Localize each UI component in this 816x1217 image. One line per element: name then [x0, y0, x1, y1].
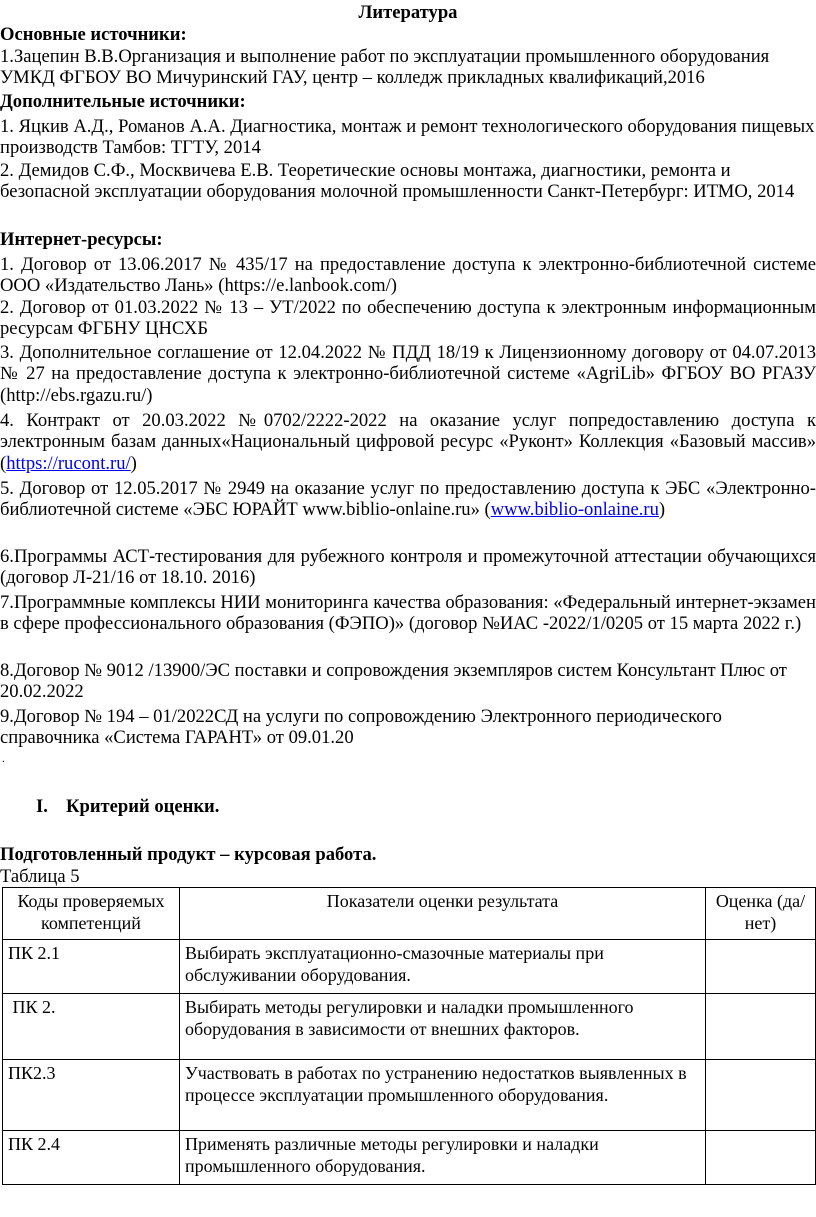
internet-resources-heading: Интернет-ресурсы: [0, 229, 163, 250]
rucont-link[interactable]: https://rucont.ru/ [6, 452, 131, 474]
internet-resource-3: 3. Дополнительное соглашение от 12.04.2022 № ПДД 18/19 к Лицензионному договору от 04.07.2013 № 27 на предоставление доступа к электронно-библиотечной системе «AgriLib» ФГБОУ ВО РГАЗУ (http://ebs.rgazu.ru/) [0, 342, 816, 406]
table-row [3, 940, 816, 994]
internet-resource-4 [0, 410, 816, 474]
grade-cell[interactable] [706, 994, 816, 1060]
header-grade: Оценка (да/нет) [706, 888, 816, 940]
assessment-indicator: Применять различные методы регулировки и наладки промышленного оборудования. [180, 1131, 706, 1185]
additional-source-2: 2. Демидов С.Ф., Москвичева Е.В. Теоретические основы монтажа, диагностики, ремонта и безопасной эксплуатации оборудования молочной промышленности Санкт-Петербург: ИТМО, 2014 [0, 160, 795, 203]
assessment-indicator: Выбирать методы регулировки и наладки промышленного оборудования в зависимости от внешних факторов. [180, 994, 706, 1060]
header-indicators: Показатели оценки результата [180, 888, 706, 940]
assessment-indicator: Выбирать эксплуатационно-смазочные материалы при обслуживании оборудования. [180, 940, 706, 994]
internet-resource-2: 2. Договор от 01.03.2022 № 13 – УТ/2022 по обеспечению доступа к электронным информационным ресурсам ФГБНУ ЦНСХБ [0, 297, 816, 340]
additional-source-1: 1. Яцкив А.Д., Романов А.А. Диагностика, монтаж и ремонт технологического оборудования пищевых производств Тамбов: ТГТУ, 2014 [0, 116, 815, 159]
internet-resource-5-end: ) [658, 499, 666, 521]
internet-resource-5 [0, 478, 816, 521]
main-source-1: 1.Зацепин В.В.Организация и выполнение работ по эксплуатации промышленного оборудования УМКД ФГБОУ ВО Мичуринский ГАУ, центр – колледж прикладных квалификаций,2016 [0, 46, 770, 89]
internet-resource-4-end: ) [130, 452, 137, 474]
competence-code: ПК 2.1 [3, 940, 180, 994]
table-caption: Таблица 5 [0, 866, 80, 887]
table-row [3, 1060, 816, 1131]
assessment-indicator: Участвовать в работах по устранению недостатков выявленных в процессе эксплуатации промышленного оборудования. [180, 1060, 706, 1131]
table-row [3, 1131, 816, 1185]
competence-code: ПК2.3 [3, 1060, 180, 1131]
competence-code: ПК 2.4 [3, 1131, 180, 1185]
table-row [3, 994, 816, 1060]
grade-cell[interactable] [706, 1131, 816, 1185]
internet-resource-5-text: 5. Договор от 12.05.2017 № 2949 на оказание услуг по предоставлению доступа к ЭБС «Электронно-библиотечной системе «ЭБС ЮРАЙТ www.biblio-onlaine.ru» ( [0, 478, 816, 521]
page-title: Литература [358, 2, 458, 23]
internet-resource-9: 9.Договор № 194 – 01/2022СД на услуги по сопровождению Электронного периодического справочника «Система ГАРАНТ» от 09.01.20 [0, 706, 722, 749]
internet-resource-8: 8.Договор № 9012 /13900/ЭС поставки и сопровождения экземпляров систем Консультант Плюс от 20.02.2022 [0, 660, 787, 703]
table-header-row [3, 888, 816, 940]
biblio-online-link[interactable]: www.biblio-onlaine.ru [490, 499, 659, 521]
internet-resource-7: 7.Программные комплексы НИИ мониторинга качества образования: «Федеральный интернет-экзамен в сфере профессионального образования (ФЭПО)» (договор №ИАС -2022/1/0205 от 15 марта 2022 г.) [0, 592, 816, 635]
assessment-table [2, 887, 816, 1185]
criteria-label: Критерий оценки. [66, 796, 220, 817]
header-codes: Коды проверяемых компетенций [3, 888, 180, 940]
grade-cell[interactable] [706, 940, 816, 994]
product-heading: Подготовленный продукт – курсовая работа. [0, 844, 377, 865]
additional-sources-heading: Дополнительные источники: [0, 91, 246, 112]
grade-cell[interactable] [706, 1060, 816, 1131]
internet-resource-4-text: 4. Контракт от 20.03.2022 №0702/2222-2022 на оказание услуг попредоставлению доступа к электронным базам данных«Национальный цифровой ресурс «Руконт» Коллекция «Базовый массив» ( [0, 410, 816, 474]
competence-code: ПК 2. [3, 994, 180, 1060]
internet-resource-6: 6.Программы АСТ-тестирования для рубежного контроля и промежуточной аттестации обучающихся (договор Л-21/16 от 18.10. 2016) [0, 546, 816, 589]
criteria-number: I. [36, 796, 48, 817]
stray-dot: . [2, 751, 5, 765]
internet-resource-1: 1. Договор от 13.06.2017 № 435/17 на предоставление доступа к электронно-библиотечной системе ООО «Издательство Лань» (https://e.lanbook.com/) [0, 254, 816, 297]
main-sources-heading: Основные источники: [0, 24, 187, 45]
